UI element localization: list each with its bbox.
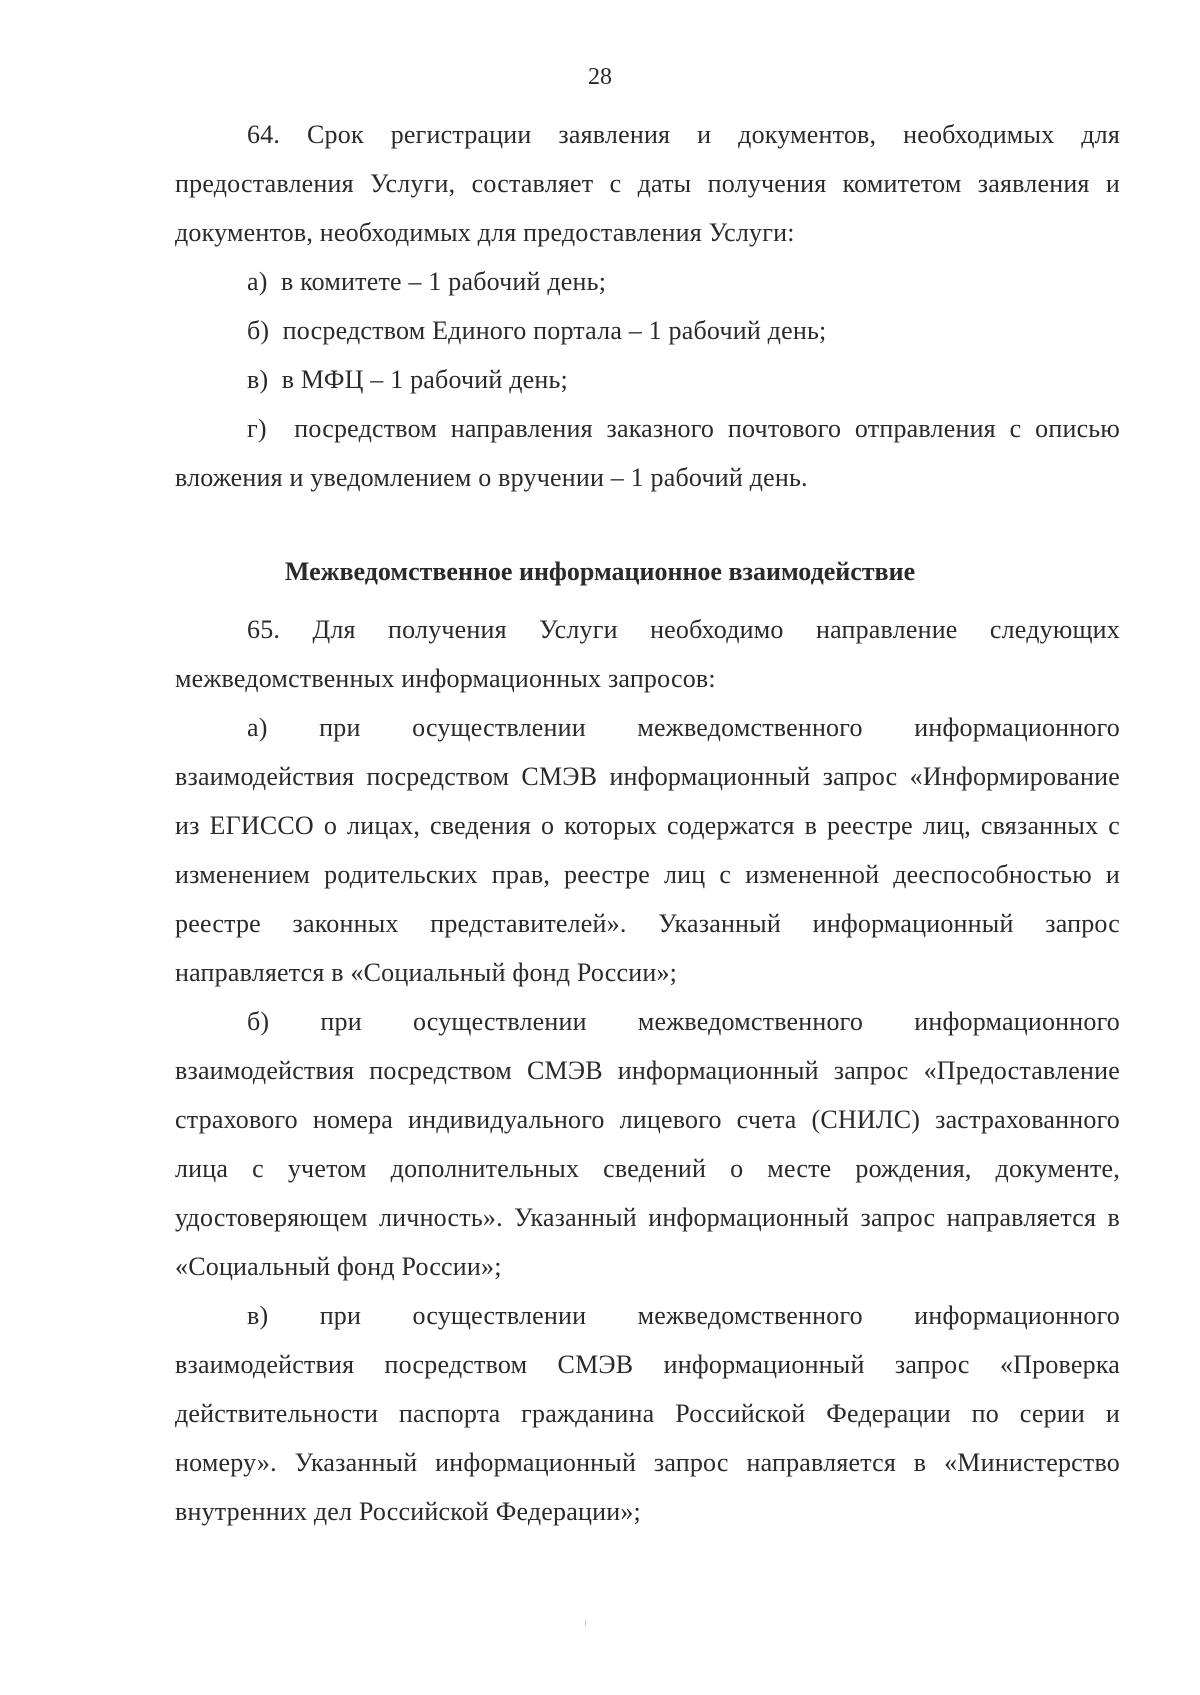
page-number: 28 — [588, 64, 612, 90]
list-item-b: б) посредством Единого портала – 1 рабочий день; — [247, 316, 827, 345]
section-heading: Межведомственное информационное взаимодействие — [284, 557, 916, 586]
scan-speck — [585, 1620, 586, 1626]
request-item-v: в) при осуществлении межведомственного информационного взаимодействия посредством СМЭВ информационный запрос «Проверка действительности паспорта гражданина Российской Федерации по серии и номеру». Указанный информационный запрос направляется в «Министерство внутренних дел Российской Федерации»; — [175, 1301, 1120, 1526]
section-registration-terms — [175, 110, 1120, 502]
paragraph-65: 65. Для получения Услуги необходимо направление следующих межведомственных информационных запросов: — [175, 615, 1120, 693]
request-item-a: а) при осуществлении межведомственного информационного взаимодействия посредством СМЭВ информационный запрос «Информирование из ЕГИССО о лицах, сведения о которых содержатся в реестре лиц, связанных с изменением родительских прав, реестре лиц с измененной дееспособностью и реестре законных представителей». Указанный информационный запрос направляется в «Социальный фонд России»; — [175, 713, 1120, 987]
list-item-g: г) посредством направления заказного почтового отправления с описью вложения и уведомлением о вручении – 1 рабочий день. — [175, 414, 1120, 492]
paragraph-64: 64. Срок регистрации заявления и документов, необходимых для предоставления Услуги, составляет с даты получения комитетом заявления и документов, необходимых для предоставления Услуги: — [175, 120, 1120, 247]
list-item-a: а) в комитете – 1 рабочий день; — [247, 267, 607, 296]
list-item-v: в) в МФЦ – 1 рабочий день; — [247, 365, 568, 394]
section-interagency-requests — [175, 605, 1120, 1536]
request-item-b: б) при осуществлении межведомственного информационного взаимодействия посредством СМЭВ информационный запрос «Предоставление страхового номера индивидуального лицевого счета (СНИЛС) застрахованного лица с учетом дополнительных сведений о месте рождения, документе, удостоверяющем личность». Указанный информационный запрос направляется в «Социальный фонд России»; — [175, 1007, 1120, 1281]
